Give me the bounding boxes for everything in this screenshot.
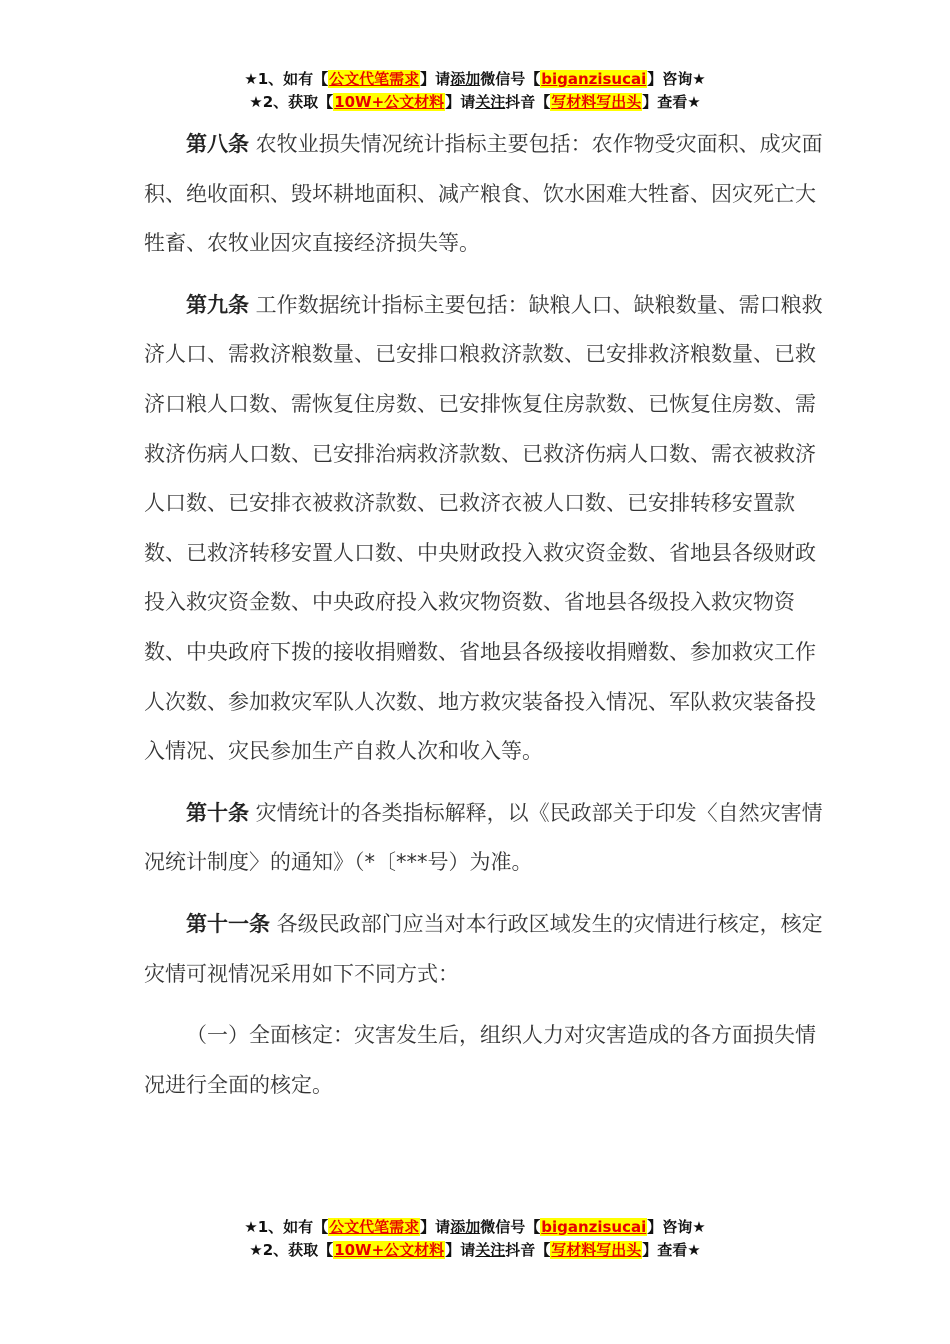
notice-line-2: ★2、获取【10W+公文材料】请关注抖音【写材料写出头】查看★ [249, 1241, 701, 1259]
materials-highlight: 10W+公文材料 [334, 93, 445, 111]
article-label: 第十条 [186, 800, 249, 825]
article-9 [144, 281, 834, 777]
notice-line-1: ★1、如有【公文代笔需求】请添加微信号【biganzisucai】咨询★ [244, 1218, 706, 1236]
notice-line-2: ★2、获取【10W+公文材料】请关注抖音【写材料写出头】查看★ [249, 93, 701, 111]
douyin-account: 写材料写出头 [551, 93, 642, 111]
article-text: 农牧业损失情况统计指标主要包括：农作物受灾面积、成灾面积、绝收面积、毁坏耕地面积、减产粮食、饮水困难大牲畜、因灾死亡大牲畜、农牧业因灾直接经济损失等。 [144, 132, 823, 256]
article-label: 第九条 [186, 292, 249, 317]
douyin-account: 写材料写出头 [551, 1241, 642, 1259]
wechat-id: biganzisucai [541, 70, 647, 88]
materials-highlight: 10W+公文材料 [334, 1241, 445, 1259]
service-highlight: 公文代笔需求 [329, 70, 420, 88]
wechat-id: biganzisucai [541, 1218, 647, 1236]
article-11 [144, 900, 834, 999]
item-text: （一）全面核定：灾害发生后，组织人力对灾害造成的各方面损失情况进行全面的核定。 [144, 1023, 816, 1097]
article-text: 各级民政部门应当对本行政区域发生的灾情进行核定，核定灾情可视情况采用如下不同方式： [144, 911, 823, 986]
article-text: 工作数据统计指标主要包括：缺粮人口、缺粮数量、需口粮救济人口、需救济粮数量、已安排口粮救济款数、已安排救济粮数量、已救济口粮人口数、需恢复住房数、已安排恢复住房款数、已恢复住房数、需救济伤病人口数、已安排治病救济款数、已救济伤病人口数、需衣被救济人口数、已安排衣被救济款数、已救济衣被人口数、已安排转移安置款数、已救济转移安置人口数、中央财政投入救灾资金数、省地县各级财政投入救灾资金数、中央政府投入救灾物资数、省地县各级投入救灾物资数、中央政府下拨的接收捐赠数、省地县各级接收捐赠数、参加救灾工作人次数、参加救灾军队人次数、地方救灾装备投入情况、军队救灾装备投入情况、灾民参加生产自救人次和收入等。 [144, 292, 823, 764]
article-label: 第十一条 [186, 911, 270, 936]
article-11-item-1 [144, 1011, 834, 1110]
article-8 [144, 120, 834, 269]
document-body [144, 120, 834, 1122]
notice-line-1: ★1、如有【公文代笔需求】请添加微信号【biganzisucai】咨询★ [244, 70, 706, 88]
header-notice [0, 68, 950, 114]
article-label: 第八条 [186, 132, 249, 156]
article-text: 灾情统计的各类指标解释，以《民政部关于印发〈自然灾害情况统计制度〉的通知》（*〔***号）为准。 [144, 800, 823, 875]
article-10 [144, 789, 834, 888]
footer-notice [0, 1216, 950, 1262]
service-highlight: 公文代笔需求 [329, 1218, 420, 1236]
